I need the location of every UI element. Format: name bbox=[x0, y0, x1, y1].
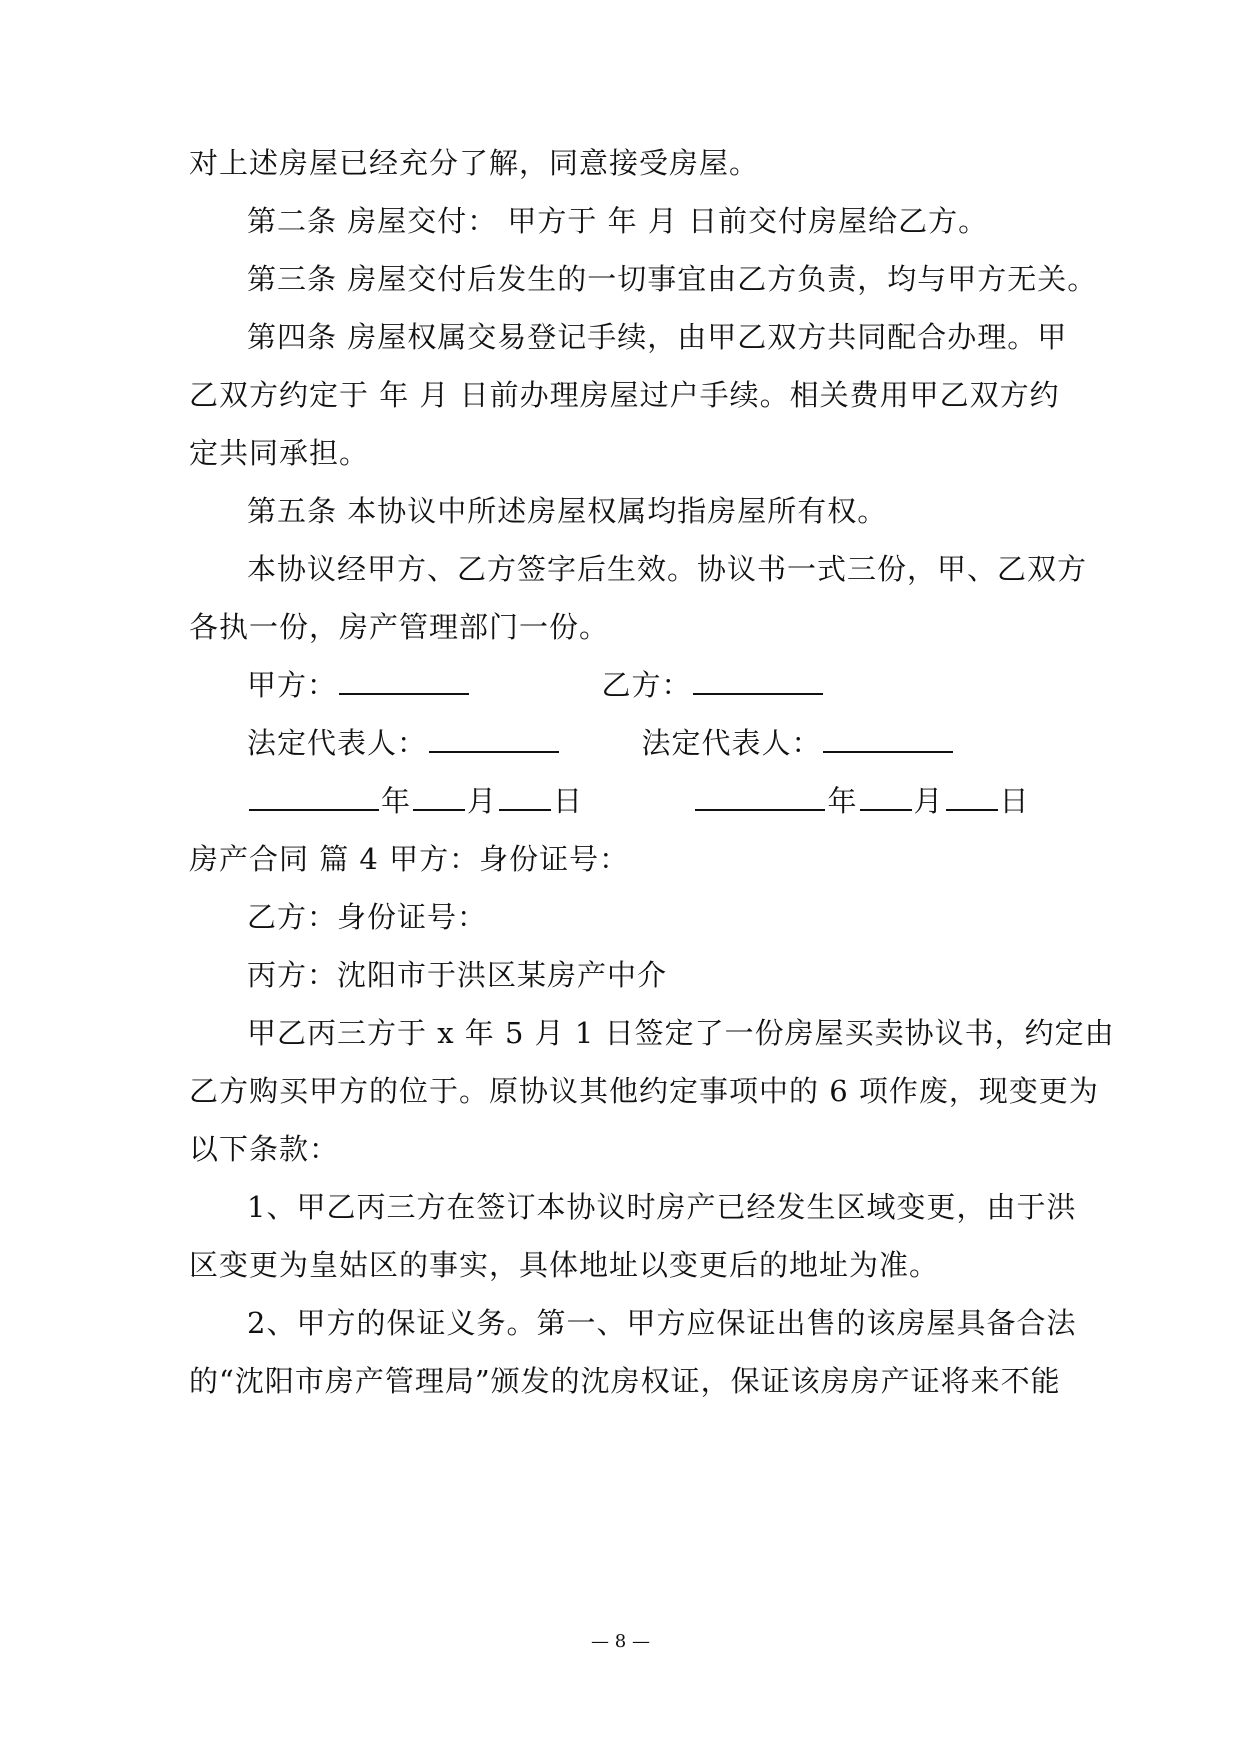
date-b-month-blank bbox=[860, 781, 912, 811]
paragraph-line: 乙双方约定于 年 月 日前办理房屋过户手续。相关费用甲乙双方约 bbox=[189, 378, 1060, 412]
signature-row-representatives bbox=[247, 723, 1127, 763]
date-day-label: 日 bbox=[553, 784, 584, 818]
rep-b-blank bbox=[823, 723, 953, 753]
section-heading: 房产合同 篇 4 甲方：身份证号： bbox=[189, 842, 630, 876]
date-year-label: 年 bbox=[827, 784, 858, 818]
paragraph-line: 对上述房屋已经充分了解，同意接受房屋。 bbox=[189, 146, 760, 180]
paragraph-line: 的“沈阳市房产管理局”颁发的沈房权证，保证该房房产证将来不能 bbox=[189, 1364, 1061, 1398]
paragraph-line: 第五条 本协议中所述房屋权属均指房屋所有权。 bbox=[247, 494, 888, 528]
date-day-label: 日 bbox=[999, 784, 1030, 818]
paragraph-line: 各执一份，房产管理部门一份。 bbox=[189, 610, 610, 644]
paragraph-line: 区变更为皇姑区的事实，具体地址以变更后的地址为准。 bbox=[189, 1248, 940, 1282]
paragraph-line: 丙方：沈阳市于洪区某房产中介 bbox=[247, 958, 668, 992]
party-a-label: 甲方： bbox=[247, 668, 338, 702]
paragraph-line: 以下条款： bbox=[189, 1132, 340, 1166]
paragraph-line: 2、甲方的保证义务。第一、甲方应保证出售的该房屋具备合法 bbox=[247, 1306, 1077, 1340]
paragraph-line: 乙方购买甲方的位于。原协议其他约定事项中的 6 项作废，现变更为 bbox=[189, 1074, 1099, 1108]
date-month-label: 月 bbox=[467, 784, 498, 818]
date-b-day-blank bbox=[946, 781, 998, 811]
paragraph-line: 定共同承担。 bbox=[189, 436, 370, 470]
paragraph-line: 第四条 房屋权属交易登记手续，由甲乙双方共同配合办理。甲 bbox=[247, 320, 1068, 354]
date-a-month-blank bbox=[413, 781, 465, 811]
party-a-blank bbox=[339, 665, 469, 695]
paragraph-line: 乙方：身份证号： bbox=[247, 900, 488, 934]
signature-row-dates bbox=[247, 781, 1127, 821]
page-number: — 8 — bbox=[591, 1631, 650, 1652]
rep-a-label: 法定代表人： bbox=[247, 726, 428, 760]
rep-a-blank bbox=[429, 723, 559, 753]
date-year-label: 年 bbox=[381, 784, 412, 818]
paragraph-line: 本协议经甲方、乙方签字后生效。协议书一式三份，甲、乙双方 bbox=[247, 552, 1088, 586]
rep-b-label: 法定代表人： bbox=[641, 726, 822, 760]
paragraph-line: 1、甲乙丙三方在签订本协议时房产已经发生区域变更，由于洪 bbox=[247, 1190, 1077, 1224]
date-a-day-blank bbox=[499, 781, 551, 811]
date-a-year-blank bbox=[249, 781, 379, 811]
date-month-label: 月 bbox=[913, 784, 944, 818]
paragraph-line: 第三条 房屋交付后发生的一切事宜由乙方负责，均与甲方无关。 bbox=[247, 262, 1098, 296]
signature-row-parties bbox=[247, 665, 1127, 705]
date-b-year-blank bbox=[695, 781, 825, 811]
party-b-label: 乙方： bbox=[601, 668, 692, 702]
paragraph-line: 第二条 房屋交付： 甲方于 年 月 日前交付房屋给乙方。 bbox=[247, 204, 989, 238]
party-b-blank bbox=[693, 665, 823, 695]
paragraph-line: 甲乙丙三方于 x 年 5 月 1 日签定了一份房屋买卖协议书，约定由 bbox=[247, 1016, 1115, 1050]
